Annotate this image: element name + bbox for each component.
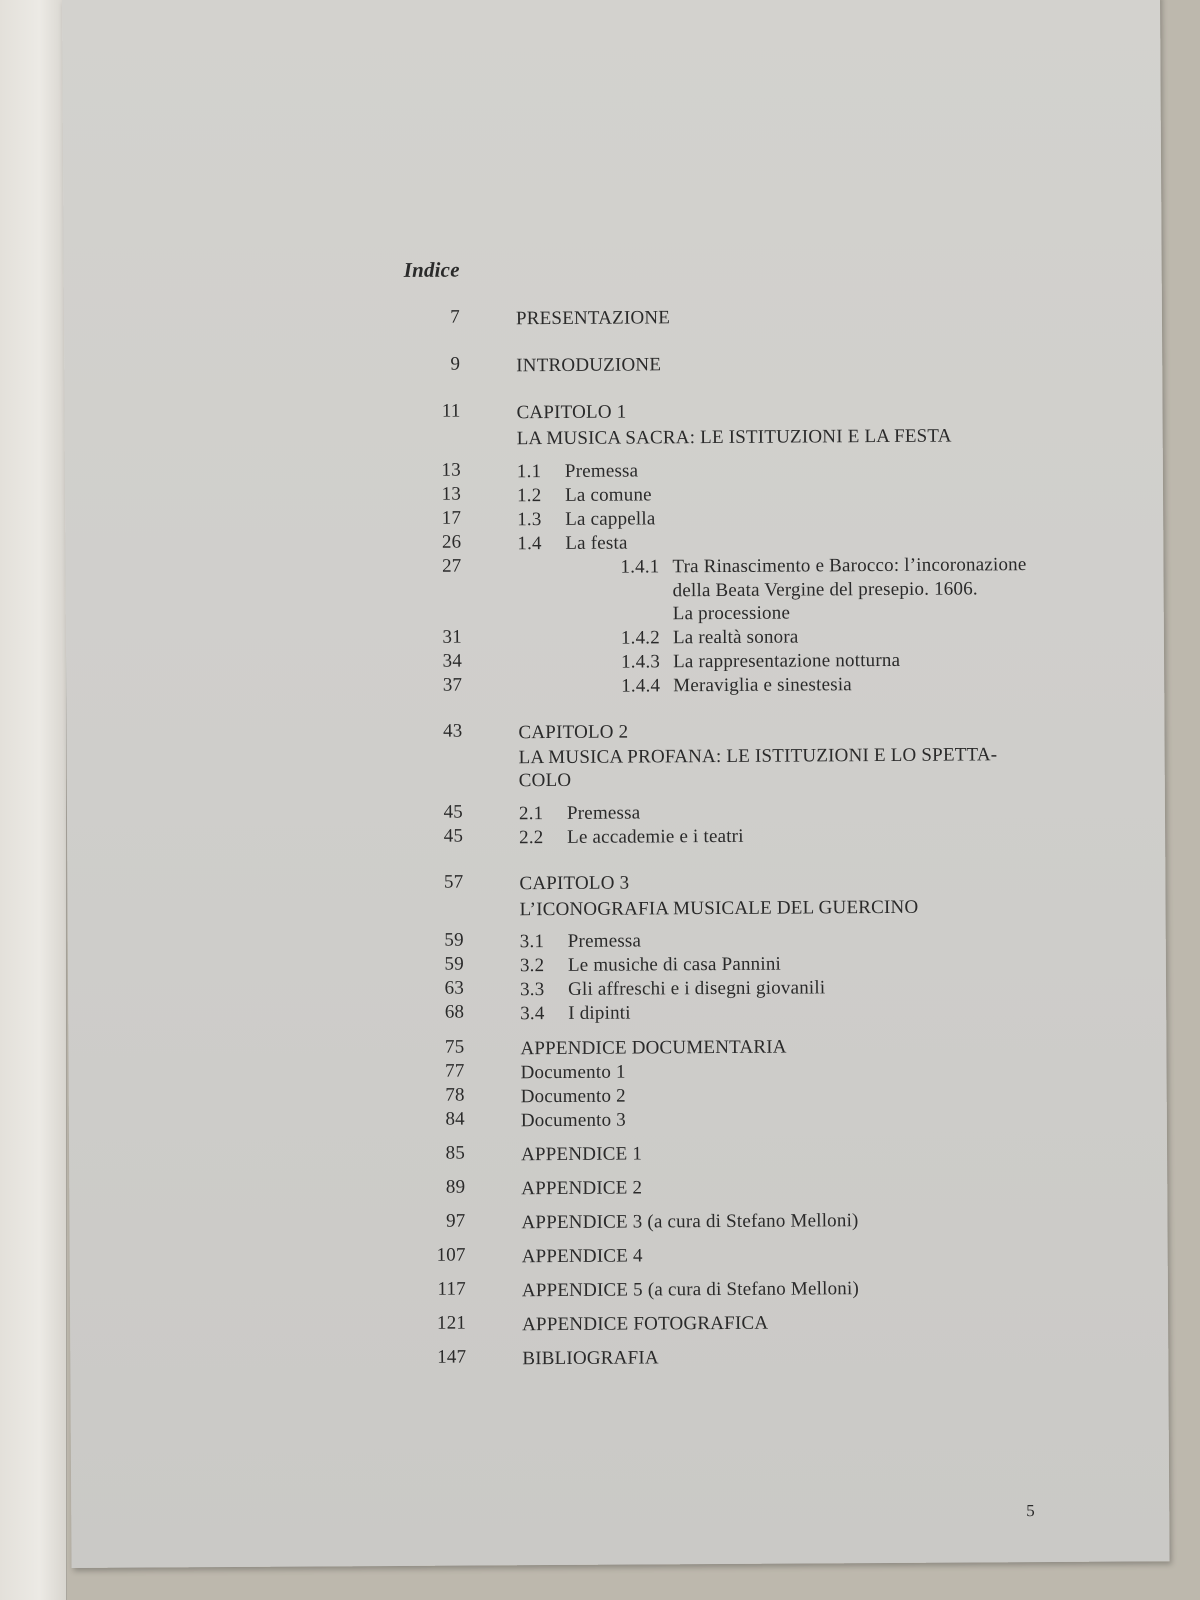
toc-page-number: 77	[445, 1060, 465, 1082]
toc-entry: La festa	[565, 532, 628, 554]
toc-page-number: 97	[445, 1210, 466, 1232]
toc-entry: Meraviglia e sinestesia	[673, 674, 852, 697]
toc-entry: La rappresentazione notturna	[672, 649, 901, 673]
toc-page-number: 78	[445, 1084, 465, 1106]
toc-page-number: 7	[450, 306, 461, 328]
toc-page-number: 89	[445, 1176, 466, 1198]
toc-page-number: 45	[443, 801, 464, 823]
toc-page-number: 121	[436, 1312, 467, 1334]
toc-entry: Le accademie e i teatri	[567, 825, 744, 848]
toc-page-number: 107	[436, 1244, 466, 1266]
section-number: 2.2	[519, 827, 544, 849]
toc-page-number: 37	[442, 674, 463, 696]
toc-page-number: 59	[444, 953, 464, 975]
toc-page-number: 26	[441, 531, 462, 553]
toc-entry: APPENDICE 4	[521, 1245, 643, 1268]
toc-page-number: 59	[444, 929, 464, 951]
toc-page-number: 117	[437, 1278, 466, 1300]
chapter-title: L’ICONOGRAFIA MUSICALE DEL GUERCINO	[519, 896, 919, 921]
toc-page-number: 75	[444, 1036, 465, 1058]
toc-entry: APPENDICE 3 (a cura di Stefano Melloni)	[521, 1210, 859, 1234]
toc-page-number: 147	[437, 1346, 467, 1368]
section-number: 1.2	[516, 485, 542, 507]
book-page	[62, 0, 1170, 1568]
toc-entry: APPENDICE 5 (a cura di Stefano Melloni)	[521, 1278, 860, 1302]
toc-page-number: 68	[444, 1001, 465, 1023]
toc-entry: APPENDICE 2	[521, 1177, 643, 1200]
toc-entry: La cappella	[565, 508, 656, 530]
section-number: 1.4.2	[620, 627, 660, 649]
section-number: 3.3	[519, 979, 545, 1001]
section-number: 1.3	[517, 509, 542, 531]
toc-entry: Premessa	[567, 930, 642, 952]
toc-entry: Premessa	[566, 802, 641, 824]
section-number: 1.4.3	[620, 651, 661, 673]
toc-entry: APPENDICE 1	[520, 1143, 643, 1166]
toc-entry: Documento 1	[520, 1061, 626, 1084]
toc-page-number: 45	[443, 825, 464, 847]
toc-page-number: 34	[442, 650, 463, 672]
toc-entry: La comune	[564, 484, 652, 506]
toc-entry: INTRODUZIONE	[516, 354, 662, 377]
toc-entry: Documento 2	[520, 1085, 626, 1108]
chapter-heading: CAPITOLO 2	[518, 721, 629, 744]
chapter-title: LA MUSICA PROFANA: LE ISTITUZIONI E LO SPETTA-	[518, 744, 998, 769]
toc-page-number: 43	[443, 720, 463, 742]
toc-page-number: 17	[441, 507, 462, 529]
page-number: 5	[1026, 1501, 1036, 1521]
section-number: 1.4.4	[621, 675, 661, 697]
toc-page-number: 13	[441, 459, 461, 481]
toc-entry: Documento 3	[520, 1109, 627, 1132]
toc-entry: Gli affreschi e i disegni giovanili	[567, 977, 826, 1000]
left-page-edge	[0, 0, 67, 1600]
chapter-title: LA MUSICA SACRA: LE ISTITUZIONI E LA FESTA	[516, 425, 952, 450]
section-number: 3.2	[519, 955, 545, 977]
toc-entry: Tra Rinascimento e Barocco: l’incoronazione	[672, 554, 1027, 578]
chapter-heading: CAPITOLO 1	[516, 401, 627, 424]
toc-page-number: 63	[444, 977, 465, 999]
toc-page-number: 85	[445, 1142, 466, 1164]
section-number: 3.4	[520, 1003, 545, 1025]
toc-entry-continuation: della Beata Vergine del presepio. 1606.	[672, 578, 978, 602]
section-number: 1.1	[516, 461, 542, 483]
section-number: 2.1	[518, 803, 544, 825]
toc-entry: BIBLIOGRAFIA	[522, 1347, 659, 1370]
section-number: 3.1	[519, 931, 545, 953]
index-title: Indice	[403, 257, 460, 282]
toc-entry: I dipinti	[568, 1002, 631, 1024]
toc-page-number: 84	[445, 1108, 465, 1130]
toc-page-number: 31	[442, 626, 462, 648]
section-number: 1.4	[517, 533, 542, 555]
chapter-heading: CAPITOLO 3	[519, 872, 630, 895]
toc-page-number: 27	[441, 555, 462, 577]
toc-entry-continuation: La processione	[672, 602, 791, 625]
chapter-title-continuation: COLO	[518, 769, 572, 792]
toc-entry: APPENDICE FOTOGRAFICA	[522, 1312, 769, 1336]
section-number: 1.4.1	[620, 556, 660, 578]
toc-entry: PRESENTAZIONE	[515, 307, 671, 330]
toc-entry: APPENDICE DOCUMENTARIA	[520, 1036, 787, 1060]
toc-page-number: 11	[441, 400, 461, 422]
toc-entry: La realtà sonora	[672, 626, 799, 649]
toc-page-number: 9	[450, 353, 461, 375]
toc-page-number: 57	[443, 871, 464, 893]
toc-entry: Le musiche di casa Pannini	[567, 953, 782, 976]
toc-page-number: 13	[441, 483, 462, 505]
toc-entry: Premessa	[564, 460, 639, 482]
